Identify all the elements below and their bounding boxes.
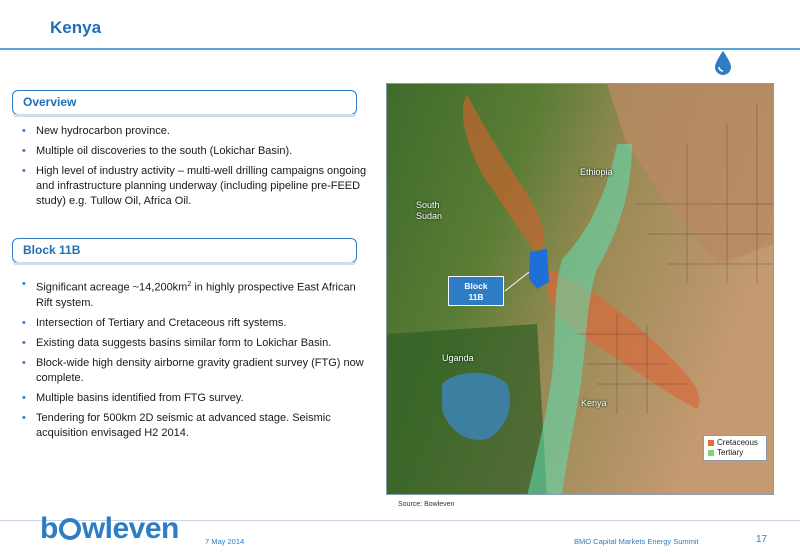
- overview-list: [22, 124, 367, 214]
- bullet-text: Multiple oil discoveries to the south (Lokichar Basin).: [36, 145, 293, 157]
- bowleven-logo: b wleven: [40, 512, 179, 545]
- list-item: • Tendering for 500km 2D seismic at advanced stage. Seismic acquisition envisaged H2 2014.: [22, 411, 331, 439]
- list-item: • Intersection of Tertiary and Cretaceous rift systems.: [22, 316, 287, 329]
- superscript: 2: [187, 281, 192, 288]
- overview-heading: Overview: [12, 90, 357, 115]
- block-11b-heading: Block 11B: [12, 238, 357, 263]
- map-label-uganda: Uganda: [442, 353, 474, 363]
- title-divider: [0, 48, 800, 50]
- legend-swatch: [708, 450, 714, 456]
- bullet-text-post: in highly prospective East African Rift system.: [36, 281, 356, 309]
- block-11b-callout: [448, 276, 504, 306]
- bullet-text-pre: Significant acreage ~14,200km: [36, 281, 188, 294]
- rift-map: [386, 83, 774, 495]
- map-label-kenya: Kenya: [581, 398, 607, 408]
- legend-label: Tertiary: [717, 448, 744, 457]
- legend-item-tertiary: [708, 448, 762, 458]
- page-title: Kenya: [50, 18, 102, 37]
- map-label-south-sudan-2: Sudan: [416, 211, 443, 221]
- bullet-text: Tendering for 500km 2D seismic at advanced stage. Seismic acquisition envisaged H2 2014.: [36, 411, 331, 439]
- bullet-text: Multiple basins identified from FTG survey.: [36, 391, 244, 404]
- list-item: • Significant acreage $\sim 14,200km^2$ in highly prospective East African Rift system.: [22, 278, 356, 309]
- map-graphic: [387, 84, 774, 495]
- bullet-text: Intersection of Tertiary and Cretaceous rift systems.: [36, 316, 287, 329]
- list-item: • High level of industry activity – multi-well drilling campaigns ongoing and infrastructure planning underway (including pipeline pre-FEED study) e.g. Tullow Oil, Africa Oil.: [22, 165, 367, 207]
- footer-event: BMO Capital Markets Energy Summit: [574, 537, 699, 546]
- callout-line-2: 11B: [468, 292, 484, 302]
- map-label-ethiopia: Ethiopia: [580, 167, 613, 177]
- bullet-text: New hydrocarbon province.: [36, 125, 170, 137]
- list-item: • Multiple basins identified from FTG survey.: [22, 391, 244, 404]
- footer-date: 7 May 2014: [205, 537, 245, 546]
- page-number: 17: [756, 534, 768, 545]
- list-item: • Existing data suggests basins similar form to Lokichar Basin.: [22, 336, 332, 349]
- list-item: • Block-wide high density airborne gravity gradient survey (FTG) now complete.: [22, 356, 364, 384]
- legend-item-cretaceous: [708, 438, 762, 448]
- map-label-south-sudan-1: South: [416, 200, 440, 210]
- list-item: • Multiple oil discoveries to the south (Lokichar Basin).: [22, 145, 293, 157]
- list-item: • New hydrocarbon province.: [22, 125, 170, 137]
- bullet-text: Block-wide high density airborne gravity gradient survey (FTG) now complete.: [36, 356, 364, 384]
- map-legend: [703, 435, 767, 461]
- legend-swatch: [708, 440, 714, 446]
- water-drop-icon: [712, 50, 734, 76]
- source-note: Source: Bowleven: [398, 501, 455, 508]
- bullet-text: Existing data suggests basins similar form to Lokichar Basin.: [36, 336, 332, 349]
- block-11b-list: [22, 277, 367, 446]
- logo-ring: [59, 518, 81, 540]
- bullet-text: High level of industry activity – multi-well drilling campaigns ongoing and infrastructure planning underway (including pipeline pre-FEED study) e.g. Tullow Oil, Africa Oil.: [36, 165, 367, 207]
- legend-label: Cretaceous: [717, 438, 758, 447]
- callout-line-1: Block: [464, 281, 488, 291]
